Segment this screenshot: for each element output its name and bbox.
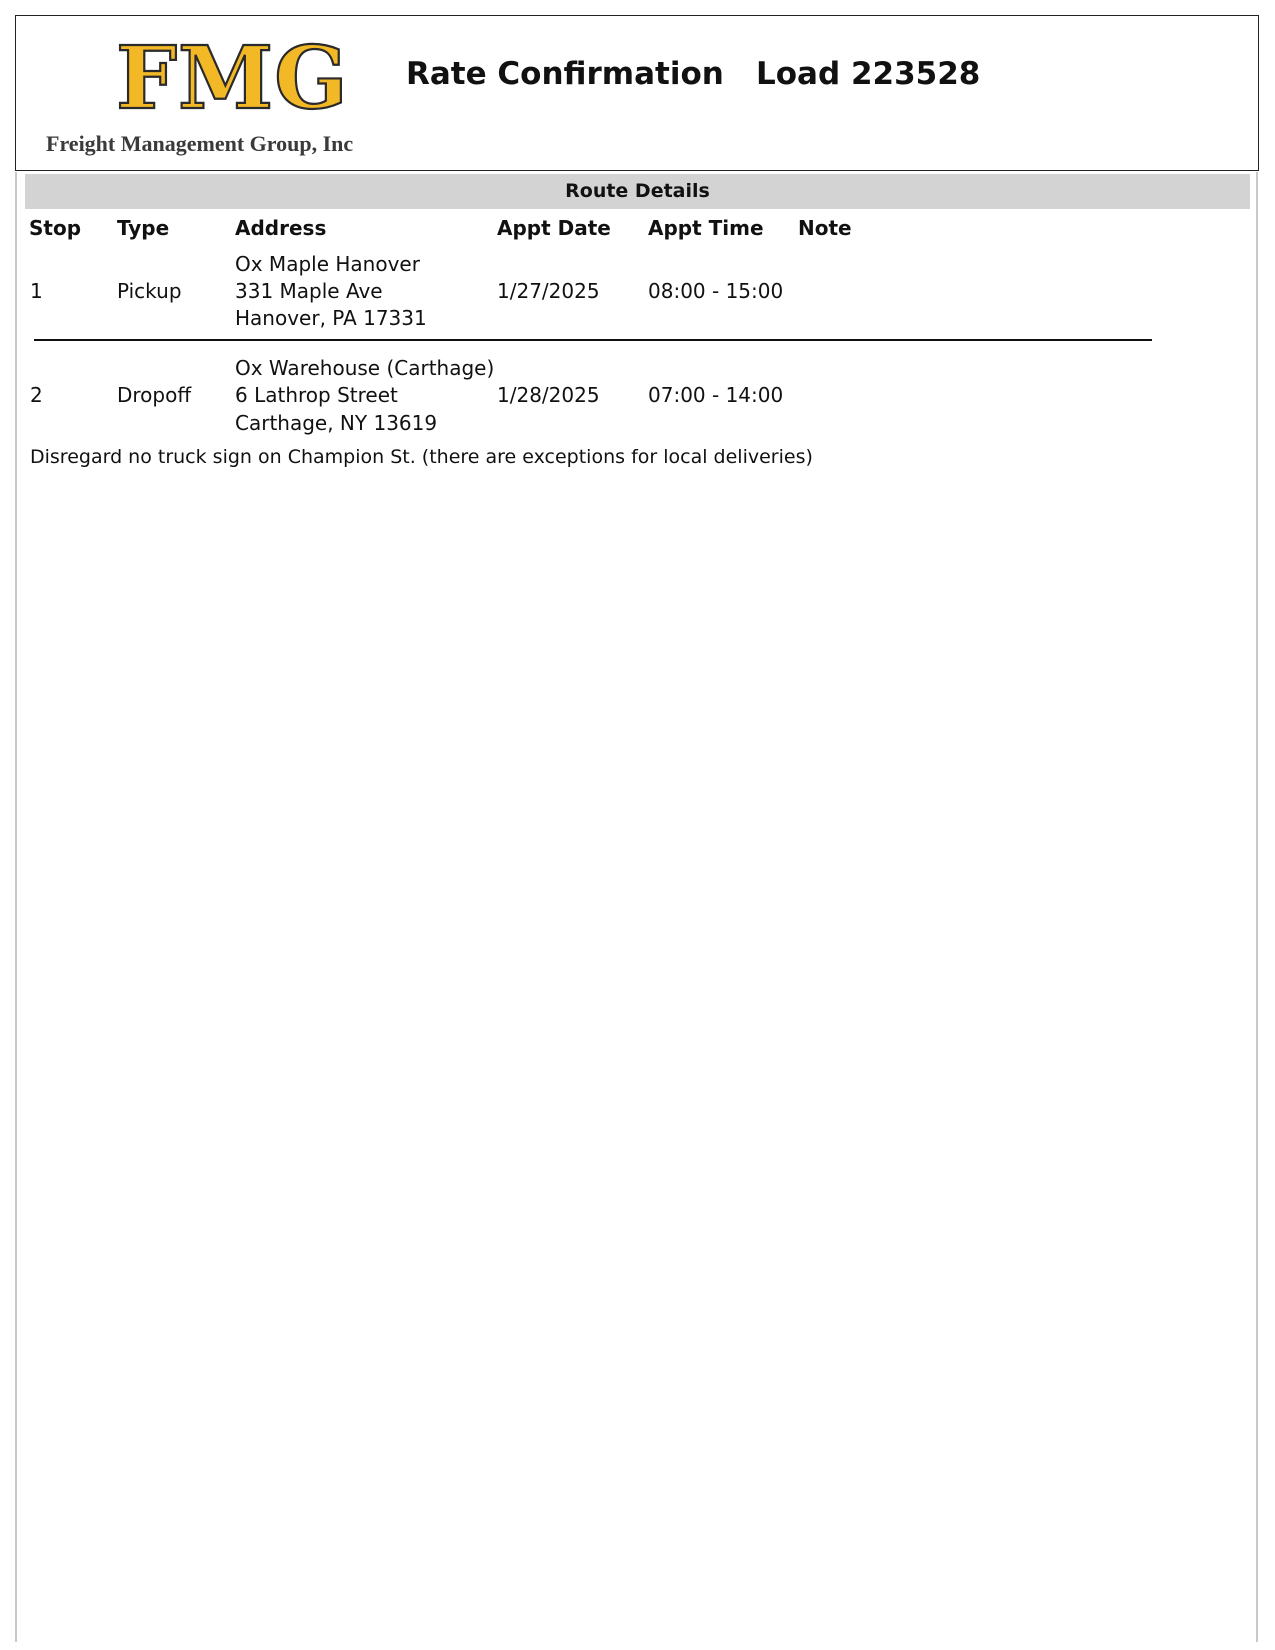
stop-type: Pickup: [117, 279, 182, 303]
column-header-stop: Stop: [29, 216, 82, 240]
column-header-address: Address: [235, 216, 327, 240]
appt-time: 08:00 - 15:00: [648, 279, 784, 303]
page-frame-left: [15, 172, 17, 1642]
document-title: Rate Confirmation: [406, 56, 724, 92]
stop-type: Dropoff: [117, 383, 192, 407]
column-header-appt-date: Appt Date: [497, 216, 611, 240]
page-frame-right: [1256, 172, 1258, 1642]
column-header-appt-time: Appt Time: [648, 216, 764, 240]
appt-date: 1/27/2025: [497, 279, 600, 303]
row-divider: [34, 339, 1152, 341]
appt-time: 07:00 - 14:00: [648, 383, 784, 407]
load-number: Load 223528: [756, 56, 981, 92]
route-details-heading: Route Details: [25, 174, 1250, 209]
column-header-type: Type: [117, 216, 170, 240]
address-line: Ox Maple Hanover: [235, 252, 420, 276]
address-line: Ox Warehouse (Carthage): [235, 356, 495, 380]
column-header-note: Note: [798, 216, 852, 240]
document-header: [15, 15, 1259, 171]
address-line: Hanover, PA 17331: [235, 306, 427, 330]
logo-company-name: Freight Management Group, Inc: [46, 131, 354, 156]
logo-mark: FMG: [116, 28, 349, 129]
appt-date: 1/28/2025: [497, 383, 600, 407]
address-line: 6 Lathrop Street: [235, 383, 398, 407]
stop-number: 1: [30, 279, 43, 303]
stop-number: 2: [30, 383, 43, 407]
route-remark: Disregard no truck sign on Champion St. (there are exceptions for local deliveries): [30, 446, 813, 468]
address-line: Carthage, NY 13619: [235, 411, 438, 435]
company-logo: [46, 28, 386, 164]
address-line: 331 Maple Ave: [235, 279, 383, 303]
